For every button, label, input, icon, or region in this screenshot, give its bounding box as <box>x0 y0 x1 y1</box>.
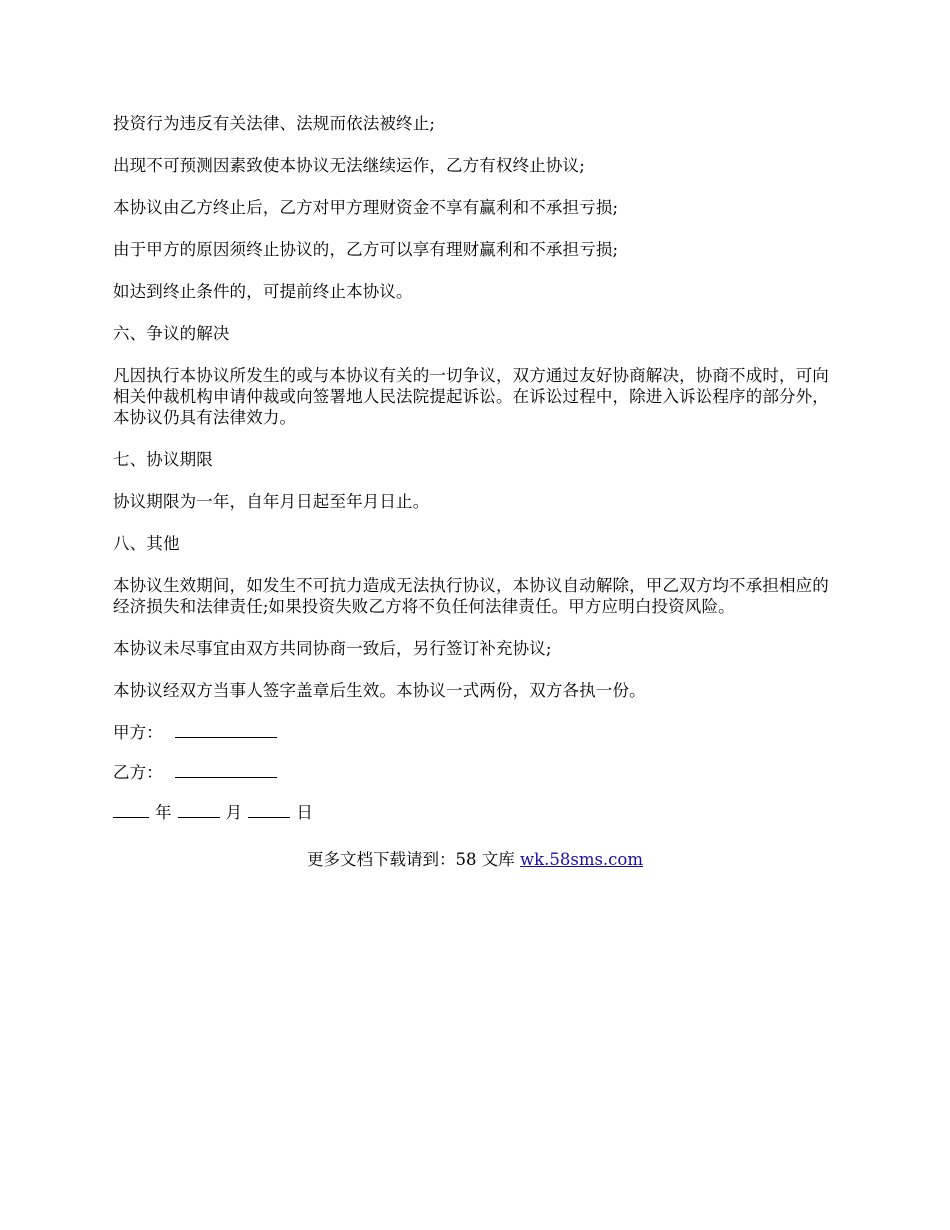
party-a-label: 甲方： <box>113 723 163 742</box>
party-a-signature-blank[interactable] <box>175 722 277 738</box>
footer-link[interactable]: wk.58sms.com <box>519 850 643 869</box>
clause-early-termination: 如达到终止条件的，可提前终止本协议。 <box>113 282 413 301</box>
party-b-signature-row <box>113 762 840 783</box>
clause-termination-unforeseen: 出现不可预测因素致使本协议无法继续运作，乙方有权终止协议; <box>113 156 585 175</box>
month-label: 月 <box>225 803 243 822</box>
clause-supplementary: 本协议未尽事宜由双方共同协商一致后，另行签订补充协议; <box>113 639 552 658</box>
party-a-signature-row <box>113 722 840 743</box>
day-label: 日 <box>296 803 313 822</box>
document-body <box>113 113 840 844</box>
clause-termination-illegal: 投资行为违反有关法律、法规而依法被终止; <box>113 114 436 133</box>
section-heading-term: 七、协议期限 <box>113 450 213 469</box>
month-blank[interactable] <box>178 802 220 818</box>
clause-effectiveness: 本协议经双方当事人签字盖章后生效。本协议一式两份，双方各执一份。 <box>113 681 646 700</box>
section-heading-other: 八、其他 <box>113 534 180 553</box>
clause-dispute-resolution: 凡因执行本协议所发生的或与本协议有关的一切争议，双方通过友好协商解决，协商不成时，可向相关仲裁机构申请仲裁或向签署地人民法院提起诉讼。在诉讼过程中，除进入诉讼程序的部分外，本协议仍具有法律效力。 <box>113 366 829 427</box>
clause-force-majeure: 本协议生效期间，如发生不可抗力造成无法执行协议，本协议自动解除，甲乙双方均不承担相应的经济损失和法律责任;如果投资失败乙方将不负任何法律责任。甲方应明白投资风险。 <box>113 576 829 616</box>
clause-termination-by-a: 由于甲方的原因须终止协议的，乙方可以享有理财赢利和不承担亏损; <box>113 240 619 259</box>
party-b-label: 乙方： <box>113 763 163 782</box>
year-label: 年 <box>155 803 172 822</box>
date-row <box>113 802 840 823</box>
footer-text: 更多文档下载请到：58 文库 <box>306 850 520 869</box>
party-b-signature-blank[interactable] <box>175 762 277 778</box>
clause-termination-by-b: 本协议由乙方终止后，乙方对甲方理财资金不享有赢利和不承担亏损; <box>113 198 619 217</box>
day-blank[interactable] <box>248 802 290 818</box>
section-heading-dispute: 六、争议的解决 <box>113 324 230 343</box>
download-footer <box>0 849 950 870</box>
year-blank[interactable] <box>113 802 149 818</box>
clause-agreement-term: 协议期限为一年，自年月日起至年月日止。 <box>113 492 430 511</box>
